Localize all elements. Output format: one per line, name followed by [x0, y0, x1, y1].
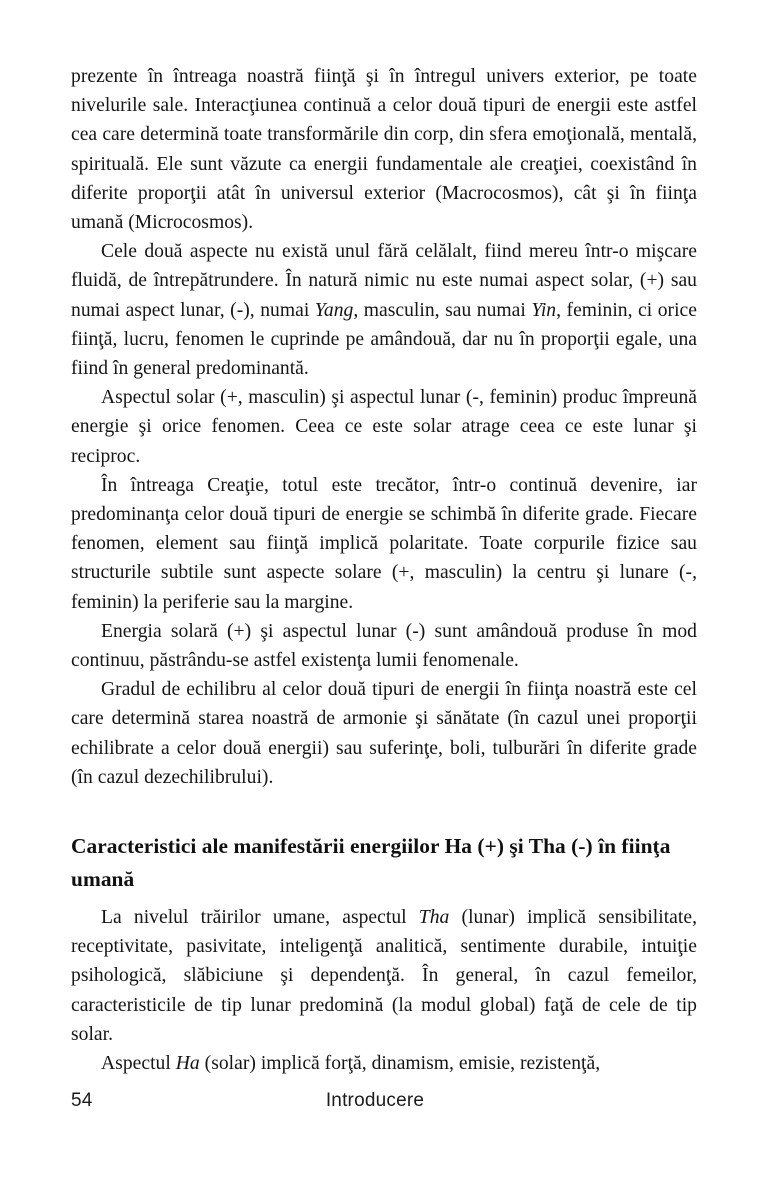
italic-term-yin: Yin	[531, 299, 557, 321]
body-paragraph	[71, 1049, 697, 1078]
body-paragraph: Aspectul solar (+, masculin) şi aspectul lunar (-, feminin) produc împreună energie şi orice fenomen. Ceea ce este solar atrage ceea ce este lunar şi reciproc.	[71, 387, 697, 467]
text-run: Aspectul	[101, 1053, 176, 1075]
body-paragraph	[71, 903, 697, 1049]
heading-spacer	[71, 792, 697, 830]
section-heading: Caracteristici ale manifestării energiilor Ha (+) şi Tha (-) în fiinţa umană	[71, 834, 671, 892]
text-run: Cele două aspecte nu există unul fără celălalt, fiind mereu într-o mişcare fluidă, de întrepătrundere. În natură nimic nu este numai aspect solar, (+) sau numai aspect lunar, (-), numai	[71, 241, 697, 321]
body-paragraph: prezente în întreaga noastră fiinţă şi în întregul univers exterior, pe toate nivelurile sale. Interacţiunea continuă a celor două tipuri de energii este astfel cea care determină toate transformările din corp, din sfera emoţională, mentală, spirituală. Ele sunt văzute ca energii fundamentale ale creaţiei, coexistând în diferite proporţii atât în universul exterior (Macrocosmos), cât şi în fiinţa umană (Microcosmos).	[71, 66, 697, 234]
body-paragraph: Energia solară (+) şi aspectul lunar (-) sunt amândouă produse în mod continuu, păstrându-se astfel existenţa lumii fenomenale.	[71, 620, 697, 672]
body-paragraph	[71, 237, 697, 383]
italic-term-yang: Yang	[314, 299, 354, 321]
italic-term-tha: Tha	[418, 907, 450, 929]
text-run: , masculin, sau numai	[353, 299, 532, 321]
footer-section-title: Introducere	[325, 1090, 425, 1111]
text-run: (lunar) implică sensibilitate, receptivitate, pasivitate, inteligenţă analitică, sentimente durabile, intuiţie psihologică, slăbiciune şi dependenţă. În general, în cazul femeilor, caracteristicile de tip lunar predomină (la modul global) faţă de cele de tip solar.	[71, 907, 697, 1045]
text-run: , feminin, ci orice fiinţă, lucru, fenomen le cuprinde pe amândouă, dar nu în proporţii egale, una fiind în general predominantă.	[71, 299, 697, 380]
text-run: La nivelul trăirilor umane, aspectul	[101, 907, 419, 929]
body-paragraph: Gradul de echilibru al celor două tipuri de energii în fiinţa noastră este cel care determină starea noastră de armonie şi sănătate (în cazul unei proporţii echilibrate a celor două energii) sau suferinţe, boli, tulburări în diferite grade (în cazul dezechilibrului).	[71, 679, 697, 788]
text-run: (solar) implică forţă, dinamism, emisie, rezistenţă,	[199, 1053, 601, 1075]
page-footer	[71, 1090, 697, 1118]
body-paragraph: În întreaga Creaţie, totul este trecător, într-o continuă devenire, iar predominanţa celor două tipuri de energie se schimbă în diferite grade. Fiecare fenomen, element sau fiinţă implică polaritate. Toate corpurile fizice sau structurile subtile sunt aspecte solare (+, masculin) la centru şi lunare (-, feminin) la periferie sau la margine.	[71, 474, 697, 613]
heading-bottom-spacer	[71, 896, 697, 903]
italic-term-ha: Ha	[175, 1053, 200, 1075]
page-number: 54	[71, 1090, 93, 1111]
page-content	[71, 62, 697, 1078]
